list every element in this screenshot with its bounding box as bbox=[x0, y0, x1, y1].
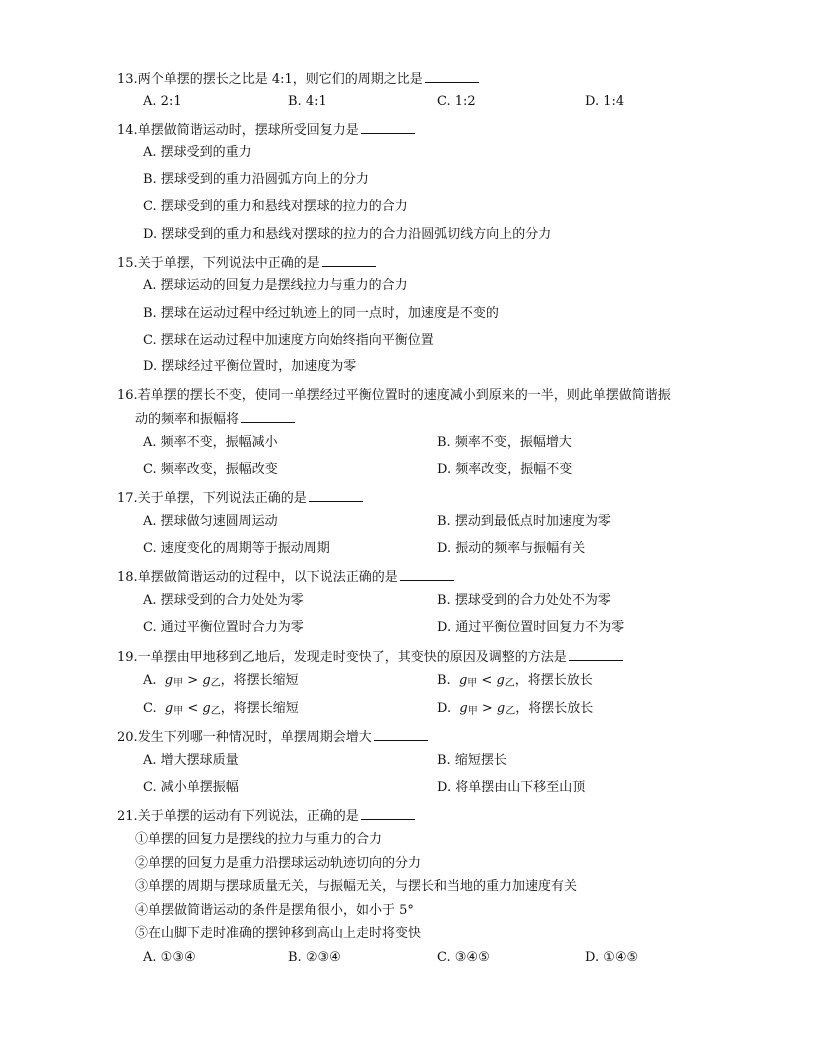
answer-blank bbox=[569, 648, 623, 661]
option-13d: D. 1:4 bbox=[585, 94, 625, 109]
statement-3: ③单摆的周期与摆球质量无关，与振幅无关，与摆长和当地的重力加速度有关 bbox=[135, 879, 578, 894]
statement-1: ①单摆的回复力是摆线的拉力与重力的合力 bbox=[135, 832, 383, 847]
option-19b: B. $g_甲 < g_乙$，将摆长放长 bbox=[437, 673, 593, 689]
question-number: 14. bbox=[117, 123, 138, 138]
question-16 bbox=[117, 387, 671, 405]
question-number: 19. bbox=[117, 650, 138, 665]
option-16a: A. 频率不变，振幅减小 bbox=[143, 435, 278, 450]
option-20a: A. 增大摆球质量 bbox=[143, 753, 239, 768]
option-18d: D. 通过平衡位置时回复力不为零 bbox=[437, 620, 625, 635]
question-16-cont bbox=[135, 410, 295, 429]
question-18 bbox=[117, 568, 454, 587]
option-14c: C. 摆球受到的重力和悬线对摆球的拉力的合力 bbox=[143, 199, 408, 214]
option-19d: D. $g_甲 > g_乙$，将摆长放长 bbox=[437, 701, 594, 717]
question-stem: 关于单摆，下列说法中正确的是 bbox=[137, 256, 320, 271]
option-14a: A. 摆球受到的重力 bbox=[143, 145, 252, 160]
option-18b: B. 摆球受到的合力处处不为零 bbox=[437, 593, 611, 608]
answer-blank bbox=[400, 568, 454, 581]
option-19c: C. $g_甲 < g_乙$，将摆长缩短 bbox=[143, 701, 299, 717]
question-stem: 发生下列哪一种情况时，单摆周期会增大 bbox=[137, 730, 372, 745]
option-15c: C. 摆球在运动过程中加速度方向始终指向平衡位置 bbox=[143, 333, 434, 348]
option-20b: B. 缩短摆长 bbox=[437, 753, 507, 768]
option-17b: B. 摆动到最低点时加速度为零 bbox=[437, 514, 611, 529]
option-17c: C. 速度变化的周期等于振动周期 bbox=[143, 541, 330, 556]
option-18c: C. 通过平衡位置时合力为零 bbox=[143, 620, 304, 635]
question-stem: 关于单摆的运动有下列说法，正确的是 bbox=[137, 809, 359, 824]
option-21d: D. ①④⑤ bbox=[585, 950, 639, 965]
option-18a: A. 摆球受到的合力处处为零 bbox=[143, 593, 304, 608]
question-number: 18. bbox=[117, 570, 138, 585]
answer-blank bbox=[322, 254, 376, 267]
option-19a: A. $g_甲 > g_乙$，将摆长缩短 bbox=[143, 673, 299, 689]
answer-blank bbox=[309, 489, 363, 502]
option-15b: B. 摆球在运动过程中经过轨迹上的同一点时，加速度是不变的 bbox=[143, 306, 499, 321]
question-stem: 一单摆由甲地移到乙地后，发现走时变快了，其变快的原因及调整的方法是 bbox=[137, 650, 567, 665]
answer-blank bbox=[361, 807, 415, 820]
question-stem: 单摆做简谐运动的过程中，以下说法正确的是 bbox=[137, 570, 398, 585]
question-19 bbox=[117, 648, 623, 667]
question-20 bbox=[117, 728, 428, 747]
option-14b: B. 摆球受到的重力沿圆弧方向上的分力 bbox=[143, 172, 369, 187]
question-number: 17. bbox=[117, 491, 138, 506]
option-16c: C. 频率改变，振幅改变 bbox=[143, 462, 278, 477]
option-17d: D. 振动的频率与振幅有关 bbox=[437, 541, 586, 556]
option-16d: D. 频率改变，振幅不变 bbox=[437, 462, 573, 477]
question-14 bbox=[117, 121, 415, 140]
option-21a: A. ①③④ bbox=[143, 950, 196, 965]
question-stem-line2: 动的频率和振幅将 bbox=[135, 412, 240, 427]
question-13 bbox=[117, 70, 479, 89]
statement-5: ⑤在山脚下走时准确的摆钟移到高山上走时将变快 bbox=[135, 926, 422, 941]
question-number: 13. bbox=[117, 72, 138, 87]
question-stem: 两个单摆的摆长之比是 4:1，则它们的周期之比是 bbox=[137, 72, 423, 87]
question-number: 20. bbox=[117, 730, 138, 745]
option-13c: C. 1:2 bbox=[437, 94, 476, 109]
option-21c: C. ③④⑤ bbox=[437, 950, 490, 965]
answer-blank bbox=[425, 70, 479, 83]
question-15 bbox=[117, 254, 376, 273]
option-20d: D. 将单摆由山下移至山顶 bbox=[437, 780, 586, 795]
option-15d: D. 摆球经过平衡位置时，加速度为零 bbox=[143, 359, 357, 374]
question-number: 21. bbox=[117, 809, 138, 824]
question-number: 15. bbox=[117, 256, 138, 271]
option-14d: D. 摆球受到的重力和悬线对摆球的拉力的合力沿圆弧切线方向上的分力 bbox=[143, 227, 552, 242]
statement-2: ②单摆的回复力是重力沿摆球运动轨迹切向的分力 bbox=[135, 856, 422, 871]
statement-4: ④单摆做简谐运动的条件是摆角很小，如小于 5° bbox=[135, 903, 414, 918]
answer-blank bbox=[361, 121, 415, 134]
option-16b: B. 频率不变，振幅增大 bbox=[437, 435, 572, 450]
question-stem-line1: 若单摆的摆长不变，使同一单摆经过平衡位置时的速度减小到原来的一半，则此单摆做简谐振 bbox=[137, 388, 671, 403]
option-21b: B. ②③④ bbox=[288, 950, 341, 965]
option-17a: A. 摆球做匀速圆周运动 bbox=[143, 514, 278, 529]
question-stem: 关于单摆，下列说法正确的是 bbox=[137, 491, 307, 506]
option-20c: C. 减小单摆振幅 bbox=[143, 780, 239, 795]
answer-blank bbox=[241, 410, 295, 423]
option-15a: A. 摆球运动的回复力是摆线拉力与重力的合力 bbox=[143, 278, 408, 293]
question-stem: 单摆做简谐运动时，摆球所受回复力是 bbox=[137, 123, 359, 138]
question-21 bbox=[117, 807, 415, 826]
question-number: 16. bbox=[117, 388, 138, 403]
question-17 bbox=[117, 489, 363, 508]
answer-blank bbox=[374, 728, 428, 741]
option-13b: B. 4:1 bbox=[288, 94, 327, 109]
option-13a: A. 2:1 bbox=[143, 94, 182, 109]
